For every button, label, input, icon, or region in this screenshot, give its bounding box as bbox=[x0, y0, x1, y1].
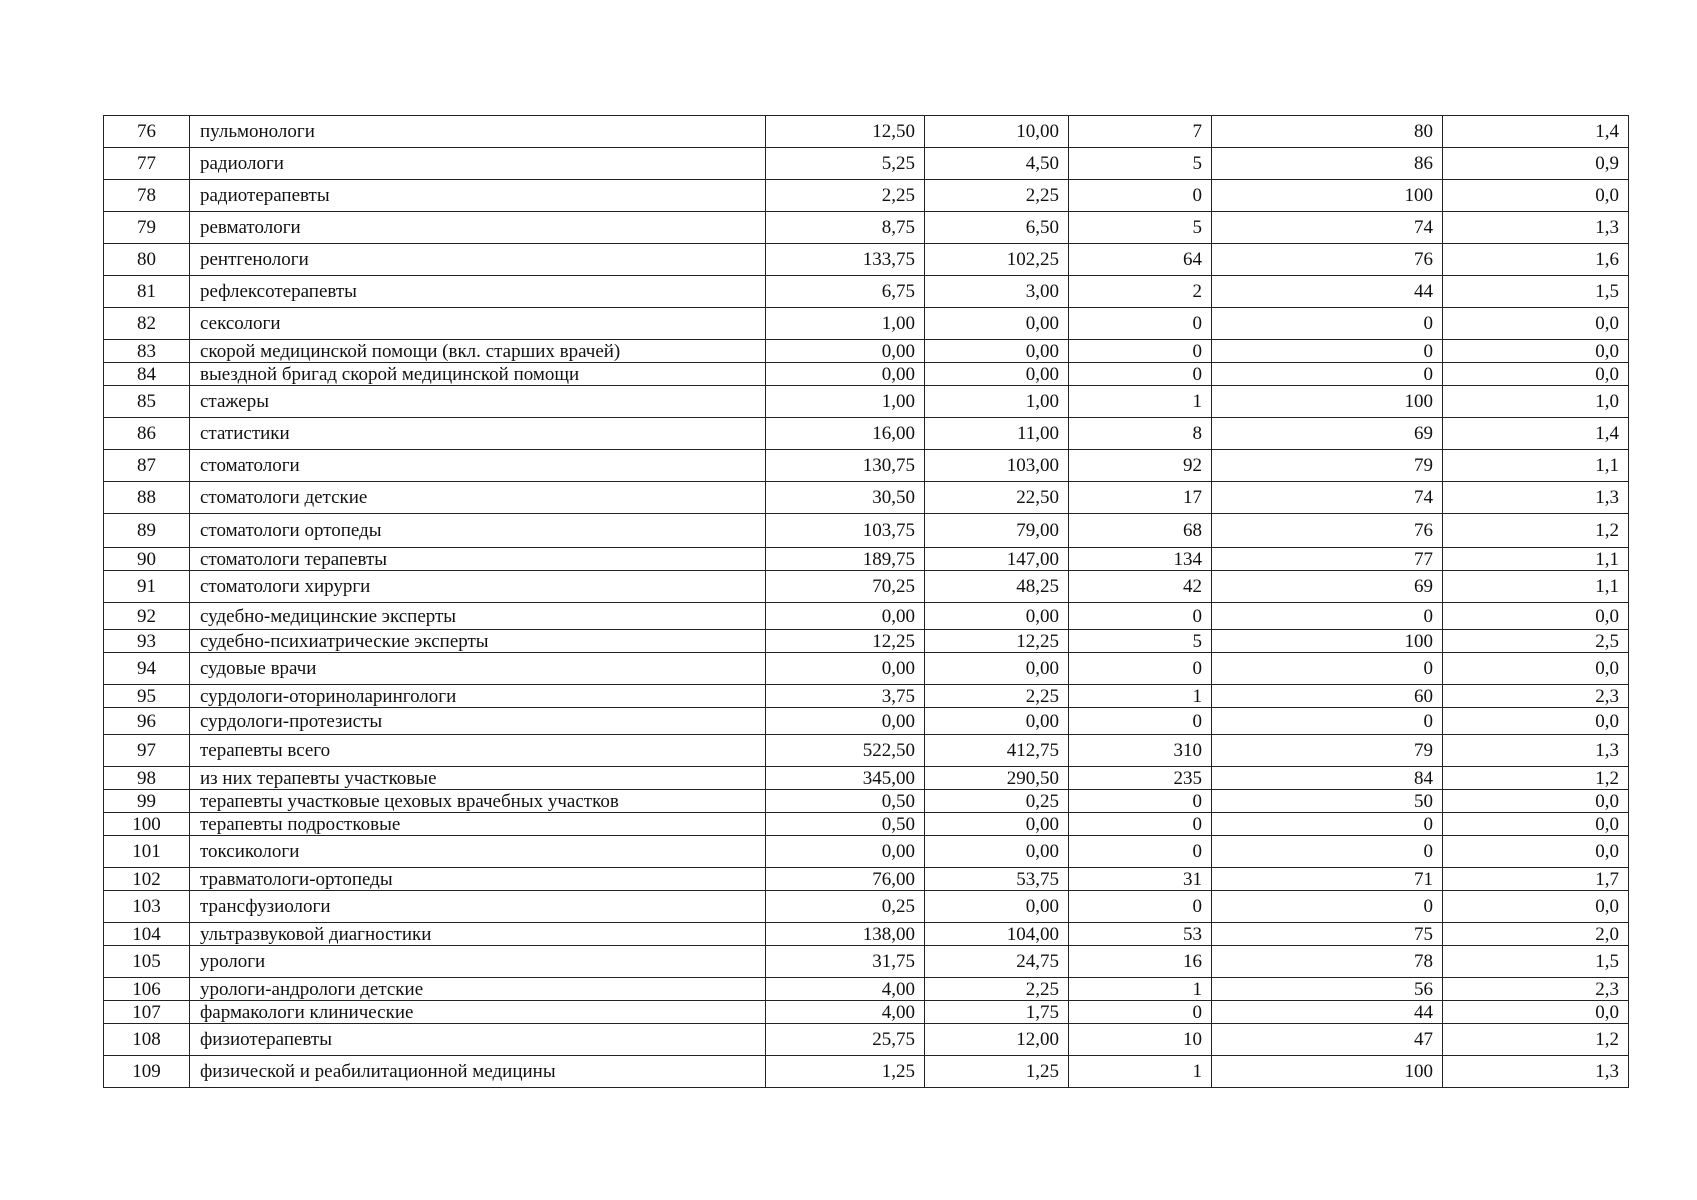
specialty-name-cell: скорой медицинской помощи (вкл. старших врачей) bbox=[190, 340, 766, 363]
value-cell-5: 2,3 bbox=[1443, 685, 1629, 708]
value-cell-1: 0,50 bbox=[766, 790, 925, 813]
value-cell-4: 0 bbox=[1212, 708, 1443, 735]
specialty-name-cell: токсикологи bbox=[190, 836, 766, 868]
row-number-cell: 99 bbox=[104, 790, 190, 813]
value-cell-3: 0 bbox=[1069, 363, 1212, 386]
value-cell-3: 68 bbox=[1069, 514, 1212, 548]
row-number-cell: 108 bbox=[104, 1024, 190, 1056]
value-cell-5: 0,0 bbox=[1443, 708, 1629, 735]
value-cell-2: 412,75 bbox=[925, 735, 1069, 767]
table-row bbox=[104, 571, 1629, 603]
value-cell-2: 11,00 bbox=[925, 418, 1069, 450]
specialty-name-cell: судебно-медицинские эксперты bbox=[190, 603, 766, 630]
table-row bbox=[104, 386, 1629, 418]
table-row bbox=[104, 708, 1629, 735]
value-cell-3: 0 bbox=[1069, 813, 1212, 836]
value-cell-4: 0 bbox=[1212, 653, 1443, 685]
value-cell-1: 76,00 bbox=[766, 868, 925, 891]
table-row bbox=[104, 212, 1629, 244]
value-cell-2: 0,00 bbox=[925, 340, 1069, 363]
row-number-cell: 107 bbox=[104, 1001, 190, 1024]
value-cell-2: 0,00 bbox=[925, 363, 1069, 386]
value-cell-4: 69 bbox=[1212, 418, 1443, 450]
row-number-cell: 86 bbox=[104, 418, 190, 450]
row-number-cell: 77 bbox=[104, 148, 190, 180]
value-cell-1: 0,00 bbox=[766, 363, 925, 386]
value-cell-3: 0 bbox=[1069, 340, 1212, 363]
value-cell-3: 17 bbox=[1069, 482, 1212, 514]
value-cell-1: 25,75 bbox=[766, 1024, 925, 1056]
row-number-cell: 103 bbox=[104, 891, 190, 923]
value-cell-3: 0 bbox=[1069, 790, 1212, 813]
table-row bbox=[104, 891, 1629, 923]
value-cell-5: 0,0 bbox=[1443, 603, 1629, 630]
value-cell-5: 0,0 bbox=[1443, 180, 1629, 212]
value-cell-1: 12,50 bbox=[766, 116, 925, 148]
table-row bbox=[104, 450, 1629, 482]
value-cell-2: 1,25 bbox=[925, 1056, 1069, 1088]
table-row bbox=[104, 244, 1629, 276]
value-cell-4: 79 bbox=[1212, 735, 1443, 767]
value-cell-4: 47 bbox=[1212, 1024, 1443, 1056]
value-cell-3: 5 bbox=[1069, 212, 1212, 244]
row-number-cell: 105 bbox=[104, 946, 190, 978]
value-cell-3: 0 bbox=[1069, 308, 1212, 340]
value-cell-1: 12,25 bbox=[766, 630, 925, 653]
value-cell-3: 92 bbox=[1069, 450, 1212, 482]
table-row bbox=[104, 482, 1629, 514]
value-cell-1: 5,25 bbox=[766, 148, 925, 180]
value-cell-2: 0,00 bbox=[925, 653, 1069, 685]
value-cell-3: 16 bbox=[1069, 946, 1212, 978]
value-cell-3: 1 bbox=[1069, 685, 1212, 708]
row-number-cell: 84 bbox=[104, 363, 190, 386]
specialty-name-cell: из них терапевты участковые bbox=[190, 767, 766, 790]
value-cell-3: 0 bbox=[1069, 180, 1212, 212]
value-cell-5: 1,4 bbox=[1443, 116, 1629, 148]
row-number-cell: 83 bbox=[104, 340, 190, 363]
specialty-name-cell: терапевты участковые цеховых врачебных участков bbox=[190, 790, 766, 813]
value-cell-5: 1,3 bbox=[1443, 212, 1629, 244]
value-cell-4: 0 bbox=[1212, 891, 1443, 923]
value-cell-4: 84 bbox=[1212, 767, 1443, 790]
value-cell-2: 104,00 bbox=[925, 923, 1069, 946]
table-row bbox=[104, 978, 1629, 1001]
specialty-name-cell: рефлексотерапевты bbox=[190, 276, 766, 308]
value-cell-3: 0 bbox=[1069, 708, 1212, 735]
row-number-cell: 91 bbox=[104, 571, 190, 603]
value-cell-2: 0,00 bbox=[925, 813, 1069, 836]
row-number-cell: 93 bbox=[104, 630, 190, 653]
value-cell-1: 138,00 bbox=[766, 923, 925, 946]
row-number-cell: 92 bbox=[104, 603, 190, 630]
table-row bbox=[104, 148, 1629, 180]
value-cell-2: 0,00 bbox=[925, 603, 1069, 630]
value-cell-2: 48,25 bbox=[925, 571, 1069, 603]
value-cell-2: 0,00 bbox=[925, 308, 1069, 340]
value-cell-3: 31 bbox=[1069, 868, 1212, 891]
table-row bbox=[104, 868, 1629, 891]
value-cell-5: 0,0 bbox=[1443, 813, 1629, 836]
value-cell-3: 0 bbox=[1069, 653, 1212, 685]
row-number-cell: 96 bbox=[104, 708, 190, 735]
value-cell-5: 0,0 bbox=[1443, 836, 1629, 868]
value-cell-2: 3,00 bbox=[925, 276, 1069, 308]
table-row bbox=[104, 653, 1629, 685]
value-cell-1: 133,75 bbox=[766, 244, 925, 276]
value-cell-5: 1,2 bbox=[1443, 767, 1629, 790]
value-cell-5: 1,0 bbox=[1443, 386, 1629, 418]
row-number-cell: 81 bbox=[104, 276, 190, 308]
value-cell-1: 0,00 bbox=[766, 340, 925, 363]
value-cell-4: 69 bbox=[1212, 571, 1443, 603]
specialty-name-cell: радиотерапевты bbox=[190, 180, 766, 212]
value-cell-2: 4,50 bbox=[925, 148, 1069, 180]
value-cell-3: 42 bbox=[1069, 571, 1212, 603]
value-cell-3: 7 bbox=[1069, 116, 1212, 148]
value-cell-2: 53,75 bbox=[925, 868, 1069, 891]
value-cell-1: 31,75 bbox=[766, 946, 925, 978]
value-cell-1: 103,75 bbox=[766, 514, 925, 548]
value-cell-4: 0 bbox=[1212, 363, 1443, 386]
value-cell-1: 16,00 bbox=[766, 418, 925, 450]
value-cell-5: 1,5 bbox=[1443, 946, 1629, 978]
row-number-cell: 82 bbox=[104, 308, 190, 340]
value-cell-4: 0 bbox=[1212, 603, 1443, 630]
value-cell-3: 2 bbox=[1069, 276, 1212, 308]
row-number-cell: 94 bbox=[104, 653, 190, 685]
value-cell-2: 103,00 bbox=[925, 450, 1069, 482]
table-row bbox=[104, 363, 1629, 386]
row-number-cell: 100 bbox=[104, 813, 190, 836]
value-cell-4: 77 bbox=[1212, 548, 1443, 571]
staffing-table bbox=[103, 115, 1629, 1088]
value-cell-4: 100 bbox=[1212, 386, 1443, 418]
row-number-cell: 79 bbox=[104, 212, 190, 244]
value-cell-1: 4,00 bbox=[766, 978, 925, 1001]
value-cell-1: 0,00 bbox=[766, 836, 925, 868]
specialty-name-cell: выездной бригад скорой медицинской помощи bbox=[190, 363, 766, 386]
row-number-cell: 88 bbox=[104, 482, 190, 514]
row-number-cell: 90 bbox=[104, 548, 190, 571]
specialty-name-cell: стоматологи детские bbox=[190, 482, 766, 514]
value-cell-2: 12,25 bbox=[925, 630, 1069, 653]
table-row bbox=[104, 180, 1629, 212]
value-cell-5: 1,3 bbox=[1443, 482, 1629, 514]
row-number-cell: 87 bbox=[104, 450, 190, 482]
specialty-name-cell: пульмонологи bbox=[190, 116, 766, 148]
value-cell-3: 53 bbox=[1069, 923, 1212, 946]
value-cell-4: 100 bbox=[1212, 1056, 1443, 1088]
value-cell-3: 310 bbox=[1069, 735, 1212, 767]
value-cell-4: 60 bbox=[1212, 685, 1443, 708]
table-row bbox=[104, 836, 1629, 868]
row-number-cell: 109 bbox=[104, 1056, 190, 1088]
value-cell-5: 1,5 bbox=[1443, 276, 1629, 308]
row-number-cell: 85 bbox=[104, 386, 190, 418]
specialty-name-cell: урологи bbox=[190, 946, 766, 978]
value-cell-1: 30,50 bbox=[766, 482, 925, 514]
table-body bbox=[104, 116, 1629, 1088]
specialty-name-cell: сурдологи-протезисты bbox=[190, 708, 766, 735]
value-cell-4: 0 bbox=[1212, 836, 1443, 868]
table-row bbox=[104, 735, 1629, 767]
specialty-name-cell: терапевты всего bbox=[190, 735, 766, 767]
value-cell-3: 1 bbox=[1069, 386, 1212, 418]
value-cell-3: 5 bbox=[1069, 630, 1212, 653]
value-cell-2: 2,25 bbox=[925, 978, 1069, 1001]
value-cell-2: 0,25 bbox=[925, 790, 1069, 813]
value-cell-5: 2,5 bbox=[1443, 630, 1629, 653]
value-cell-4: 100 bbox=[1212, 630, 1443, 653]
table-row bbox=[104, 1056, 1629, 1088]
row-number-cell: 80 bbox=[104, 244, 190, 276]
value-cell-4: 78 bbox=[1212, 946, 1443, 978]
value-cell-1: 3,75 bbox=[766, 685, 925, 708]
value-cell-2: 147,00 bbox=[925, 548, 1069, 571]
value-cell-5: 1,3 bbox=[1443, 1056, 1629, 1088]
specialty-name-cell: сексологи bbox=[190, 308, 766, 340]
value-cell-2: 6,50 bbox=[925, 212, 1069, 244]
value-cell-3: 1 bbox=[1069, 1056, 1212, 1088]
value-cell-3: 1 bbox=[1069, 978, 1212, 1001]
value-cell-4: 79 bbox=[1212, 450, 1443, 482]
specialty-name-cell: фармакологи клинические bbox=[190, 1001, 766, 1024]
specialty-name-cell: трансфузиологи bbox=[190, 891, 766, 923]
value-cell-5: 0,0 bbox=[1443, 363, 1629, 386]
row-number-cell: 104 bbox=[104, 923, 190, 946]
value-cell-2: 10,00 bbox=[925, 116, 1069, 148]
specialty-name-cell: стоматологи bbox=[190, 450, 766, 482]
value-cell-1: 345,00 bbox=[766, 767, 925, 790]
value-cell-4: 44 bbox=[1212, 276, 1443, 308]
table-row bbox=[104, 685, 1629, 708]
value-cell-1: 0,25 bbox=[766, 891, 925, 923]
table-row bbox=[104, 946, 1629, 978]
value-cell-5: 2,3 bbox=[1443, 978, 1629, 1001]
value-cell-3: 0 bbox=[1069, 603, 1212, 630]
value-cell-3: 134 bbox=[1069, 548, 1212, 571]
value-cell-1: 6,75 bbox=[766, 276, 925, 308]
table-row bbox=[104, 514, 1629, 548]
row-number-cell: 101 bbox=[104, 836, 190, 868]
table-row bbox=[104, 116, 1629, 148]
specialty-name-cell: ультразвуковой диагностики bbox=[190, 923, 766, 946]
row-number-cell: 97 bbox=[104, 735, 190, 767]
value-cell-4: 71 bbox=[1212, 868, 1443, 891]
value-cell-1: 70,25 bbox=[766, 571, 925, 603]
specialty-name-cell: ревматологи bbox=[190, 212, 766, 244]
value-cell-4: 74 bbox=[1212, 482, 1443, 514]
table-row bbox=[104, 548, 1629, 571]
value-cell-1: 1,25 bbox=[766, 1056, 925, 1088]
value-cell-1: 4,00 bbox=[766, 1001, 925, 1024]
value-cell-4: 80 bbox=[1212, 116, 1443, 148]
value-cell-4: 74 bbox=[1212, 212, 1443, 244]
value-cell-5: 1,2 bbox=[1443, 1024, 1629, 1056]
table-row bbox=[104, 308, 1629, 340]
value-cell-4: 44 bbox=[1212, 1001, 1443, 1024]
specialty-name-cell: стажеры bbox=[190, 386, 766, 418]
value-cell-1: 522,50 bbox=[766, 735, 925, 767]
value-cell-2: 24,75 bbox=[925, 946, 1069, 978]
table-row bbox=[104, 767, 1629, 790]
specialty-name-cell: стоматологи терапевты bbox=[190, 548, 766, 571]
table-row bbox=[104, 418, 1629, 450]
specialty-name-cell: статистики bbox=[190, 418, 766, 450]
value-cell-2: 0,00 bbox=[925, 836, 1069, 868]
value-cell-5: 0,0 bbox=[1443, 653, 1629, 685]
value-cell-5: 0,0 bbox=[1443, 891, 1629, 923]
value-cell-1: 2,25 bbox=[766, 180, 925, 212]
value-cell-1: 0,00 bbox=[766, 603, 925, 630]
table-row bbox=[104, 603, 1629, 630]
value-cell-4: 75 bbox=[1212, 923, 1443, 946]
specialty-name-cell: стоматологи хирурги bbox=[190, 571, 766, 603]
table-row bbox=[104, 1001, 1629, 1024]
value-cell-4: 0 bbox=[1212, 340, 1443, 363]
value-cell-2: 12,00 bbox=[925, 1024, 1069, 1056]
table-row bbox=[104, 1024, 1629, 1056]
value-cell-4: 56 bbox=[1212, 978, 1443, 1001]
value-cell-1: 1,00 bbox=[766, 308, 925, 340]
value-cell-5: 1,1 bbox=[1443, 548, 1629, 571]
value-cell-1: 0,00 bbox=[766, 708, 925, 735]
value-cell-2: 2,25 bbox=[925, 685, 1069, 708]
value-cell-4: 0 bbox=[1212, 308, 1443, 340]
value-cell-4: 76 bbox=[1212, 514, 1443, 548]
value-cell-5: 0,0 bbox=[1443, 340, 1629, 363]
specialty-name-cell: стоматологи ортопеды bbox=[190, 514, 766, 548]
value-cell-3: 0 bbox=[1069, 836, 1212, 868]
value-cell-2: 102,25 bbox=[925, 244, 1069, 276]
value-cell-3: 10 bbox=[1069, 1024, 1212, 1056]
value-cell-5: 1,3 bbox=[1443, 735, 1629, 767]
value-cell-5: 1,2 bbox=[1443, 514, 1629, 548]
value-cell-1: 0,50 bbox=[766, 813, 925, 836]
value-cell-3: 8 bbox=[1069, 418, 1212, 450]
value-cell-5: 1,1 bbox=[1443, 450, 1629, 482]
table-row bbox=[104, 340, 1629, 363]
specialty-name-cell: урологи-андрологи детские bbox=[190, 978, 766, 1001]
specialty-name-cell: судебно-психиатрические эксперты bbox=[190, 630, 766, 653]
table-row bbox=[104, 630, 1629, 653]
table-row bbox=[104, 923, 1629, 946]
specialty-name-cell: сурдологи-оториноларингологи bbox=[190, 685, 766, 708]
value-cell-4: 86 bbox=[1212, 148, 1443, 180]
value-cell-1: 130,75 bbox=[766, 450, 925, 482]
value-cell-5: 2,0 bbox=[1443, 923, 1629, 946]
value-cell-3: 0 bbox=[1069, 891, 1212, 923]
specialty-name-cell: радиологи bbox=[190, 148, 766, 180]
value-cell-5: 1,6 bbox=[1443, 244, 1629, 276]
value-cell-3: 235 bbox=[1069, 767, 1212, 790]
value-cell-2: 0,00 bbox=[925, 708, 1069, 735]
value-cell-2: 79,00 bbox=[925, 514, 1069, 548]
value-cell-3: 0 bbox=[1069, 1001, 1212, 1024]
value-cell-5: 0,0 bbox=[1443, 1001, 1629, 1024]
specialty-name-cell: рентгенологи bbox=[190, 244, 766, 276]
value-cell-2: 2,25 bbox=[925, 180, 1069, 212]
row-number-cell: 89 bbox=[104, 514, 190, 548]
specialty-name-cell: физиотерапевты bbox=[190, 1024, 766, 1056]
specialty-name-cell: терапевты подростковые bbox=[190, 813, 766, 836]
value-cell-5: 0,9 bbox=[1443, 148, 1629, 180]
value-cell-2: 0,00 bbox=[925, 891, 1069, 923]
value-cell-1: 1,00 bbox=[766, 386, 925, 418]
value-cell-5: 1,1 bbox=[1443, 571, 1629, 603]
value-cell-5: 1,4 bbox=[1443, 418, 1629, 450]
value-cell-2: 1,75 bbox=[925, 1001, 1069, 1024]
table-row bbox=[104, 813, 1629, 836]
value-cell-4: 50 bbox=[1212, 790, 1443, 813]
row-number-cell: 98 bbox=[104, 767, 190, 790]
value-cell-5: 0,0 bbox=[1443, 790, 1629, 813]
value-cell-5: 0,0 bbox=[1443, 308, 1629, 340]
value-cell-1: 8,75 bbox=[766, 212, 925, 244]
specialty-name-cell: физической и реабилитационной медицины bbox=[190, 1056, 766, 1088]
specialty-name-cell: судовые врачи bbox=[190, 653, 766, 685]
row-number-cell: 76 bbox=[104, 116, 190, 148]
value-cell-4: 0 bbox=[1212, 813, 1443, 836]
row-number-cell: 95 bbox=[104, 685, 190, 708]
value-cell-1: 189,75 bbox=[766, 548, 925, 571]
value-cell-3: 64 bbox=[1069, 244, 1212, 276]
value-cell-5: 1,7 bbox=[1443, 868, 1629, 891]
value-cell-2: 290,50 bbox=[925, 767, 1069, 790]
value-cell-1: 0,00 bbox=[766, 653, 925, 685]
row-number-cell: 102 bbox=[104, 868, 190, 891]
value-cell-3: 5 bbox=[1069, 148, 1212, 180]
table-row bbox=[104, 276, 1629, 308]
value-cell-4: 76 bbox=[1212, 244, 1443, 276]
row-number-cell: 78 bbox=[104, 180, 190, 212]
value-cell-2: 1,00 bbox=[925, 386, 1069, 418]
value-cell-2: 22,50 bbox=[925, 482, 1069, 514]
specialty-name-cell: травматологи-ортопеды bbox=[190, 868, 766, 891]
value-cell-4: 100 bbox=[1212, 180, 1443, 212]
table-row bbox=[104, 790, 1629, 813]
row-number-cell: 106 bbox=[104, 978, 190, 1001]
